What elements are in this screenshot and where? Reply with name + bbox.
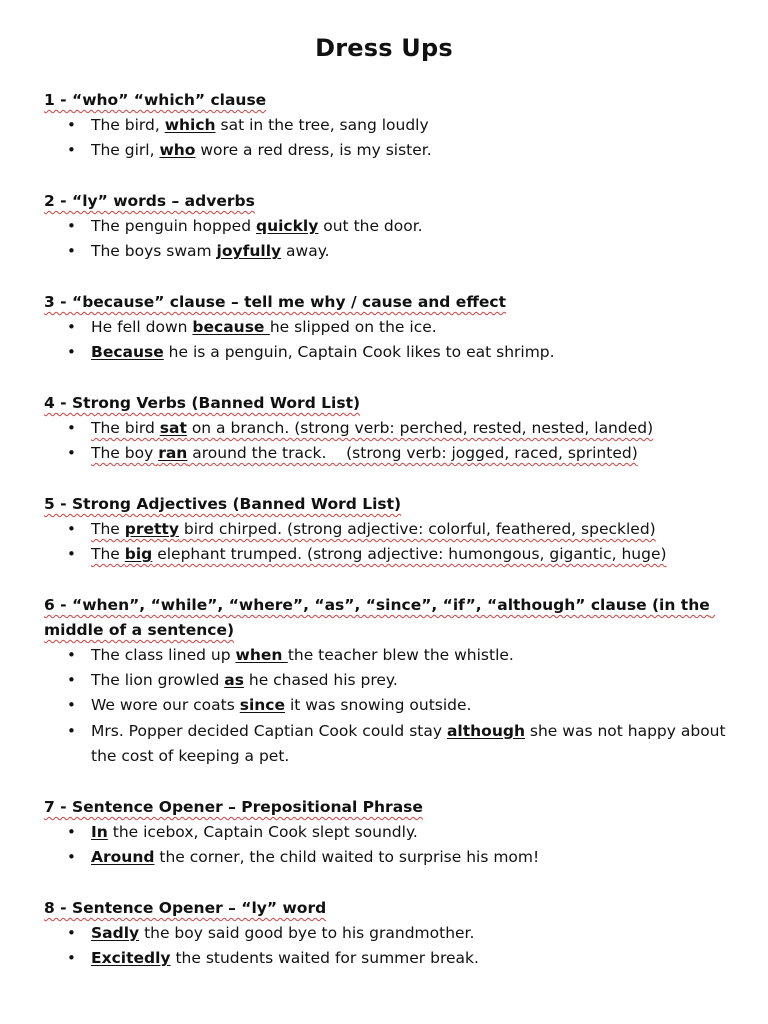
section-4 (44, 391, 744, 466)
list-item (44, 668, 744, 693)
example-text: the icebox, Captain Cook slept soundly. (107, 823, 418, 841)
list-item (44, 946, 744, 971)
list-item (44, 719, 744, 769)
example-text: He fell down (91, 318, 193, 336)
section-heading: 6 - “when”, “while”, “where”, “as”, “since”, “if”, “although” clause (in the middle of a sentence) (44, 596, 716, 639)
section-heading: 5 - Strong Adjectives (Banned Word List) (44, 495, 402, 513)
example-list (44, 214, 744, 264)
example-text: The bird (91, 419, 160, 437)
example-text: The boys swam (91, 242, 217, 261)
example-list (44, 921, 744, 971)
section-1 (44, 88, 744, 163)
example-text: The penguin hopped (91, 217, 256, 235)
list-item (44, 416, 744, 441)
example-list (44, 820, 744, 870)
example-text: out the door. (318, 217, 423, 235)
example-text: The boy (91, 444, 159, 463)
dress-up-word: quickly (255, 217, 319, 235)
list-item (44, 643, 744, 668)
dress-up-word: joyfully (216, 242, 282, 261)
section-heading: 3 - “because” clause – tell me why / cause and effect (44, 293, 506, 311)
example-list (44, 416, 744, 466)
section-7 (44, 795, 744, 870)
example-list (44, 113, 744, 163)
example-list (44, 517, 744, 567)
section-heading: 1 - “who” “which” clause (44, 91, 267, 109)
dress-up-word: because (192, 318, 270, 336)
example-text: The lion growled (91, 671, 225, 690)
example-text: he chased his prey. (243, 671, 398, 690)
section-heading: 4 - Strong Verbs (Banned Word List) (44, 394, 361, 412)
section-8 (44, 896, 744, 971)
dress-up-word: since (239, 696, 286, 715)
example-text: around the track. (strong verb: jogged, raced, sprinted) (187, 444, 638, 463)
list-item (44, 845, 744, 870)
list-item (44, 340, 744, 365)
example-list (44, 315, 744, 365)
example-text: the boy said good bye to his grandmother. (139, 924, 475, 942)
dress-up-word: who (159, 141, 196, 160)
dress-up-word: as (224, 671, 244, 690)
section-2 (44, 189, 744, 264)
dress-up-word: when (235, 646, 288, 664)
example-text: elephant trumped. (strong adjective: humongous, gigantic, huge) (152, 545, 667, 564)
list-item (44, 542, 744, 567)
example-text: We wore our coats (91, 696, 240, 715)
example-text: wore a red dress, is my sister. (195, 141, 432, 160)
example-text: The bird, (91, 116, 165, 134)
list-item (44, 820, 744, 845)
list-item (44, 315, 744, 340)
list-item (44, 921, 744, 946)
dress-up-word: In (91, 823, 108, 841)
dress-up-word: Because (91, 343, 164, 362)
dress-up-word: Sadly (91, 924, 140, 942)
section-6 (44, 593, 744, 769)
list-item (44, 113, 744, 138)
list-item (44, 214, 744, 239)
section-3 (44, 290, 744, 365)
example-text: The girl, (91, 141, 160, 160)
dress-up-word: although (446, 721, 525, 740)
dress-up-word: Excitedly (91, 949, 171, 968)
example-text: on a branch. (strong verb: perched, rested, nested, landed) (186, 419, 654, 437)
list-item (44, 441, 744, 466)
section-heading: 2 - “ly” words – adverbs (44, 192, 255, 210)
list-item (44, 138, 744, 163)
dress-up-word: pretty (124, 520, 179, 538)
example-text: it was snowing outside. (285, 696, 472, 715)
dress-up-word: ran (158, 444, 188, 463)
example-text: he is a penguin, Captain Cook likes to eat shrimp. (163, 343, 555, 362)
example-text: Mrs. Popper decided Captian Cook could stay (91, 721, 447, 740)
example-text: The class lined up (91, 646, 236, 664)
example-text: sat in the tree, sang loudly (215, 116, 429, 134)
list-item (44, 239, 744, 264)
example-text: she was not happy about the cost of keeping a pet. (91, 721, 731, 765)
example-text: The (91, 520, 125, 538)
example-text: the students waited for summer break. (170, 949, 479, 968)
section-heading: 8 - Sentence Opener – “ly” word (44, 899, 327, 917)
example-text: he slipped on the ice. (269, 318, 437, 336)
section-5 (44, 492, 744, 567)
example-text: the teacher blew the whistle. (287, 646, 514, 664)
example-text: The (91, 545, 125, 564)
page-title: Dress Ups (315, 34, 453, 62)
example-text: the corner, the child waited to surprise his mom! (154, 848, 540, 867)
example-text: bird chirped. (strong adjective: colorful, feathered, speckled) (178, 520, 656, 538)
example-text: away. (281, 242, 330, 261)
example-list (44, 643, 744, 769)
section-heading: 7 - Sentence Opener – Prepositional Phrase (44, 798, 423, 816)
list-item (44, 693, 744, 718)
dress-up-word: which (164, 116, 216, 134)
dress-up-word: Around (91, 848, 155, 867)
dress-up-word: big (124, 545, 153, 564)
list-item (44, 517, 744, 542)
dress-up-word: sat (159, 419, 187, 437)
